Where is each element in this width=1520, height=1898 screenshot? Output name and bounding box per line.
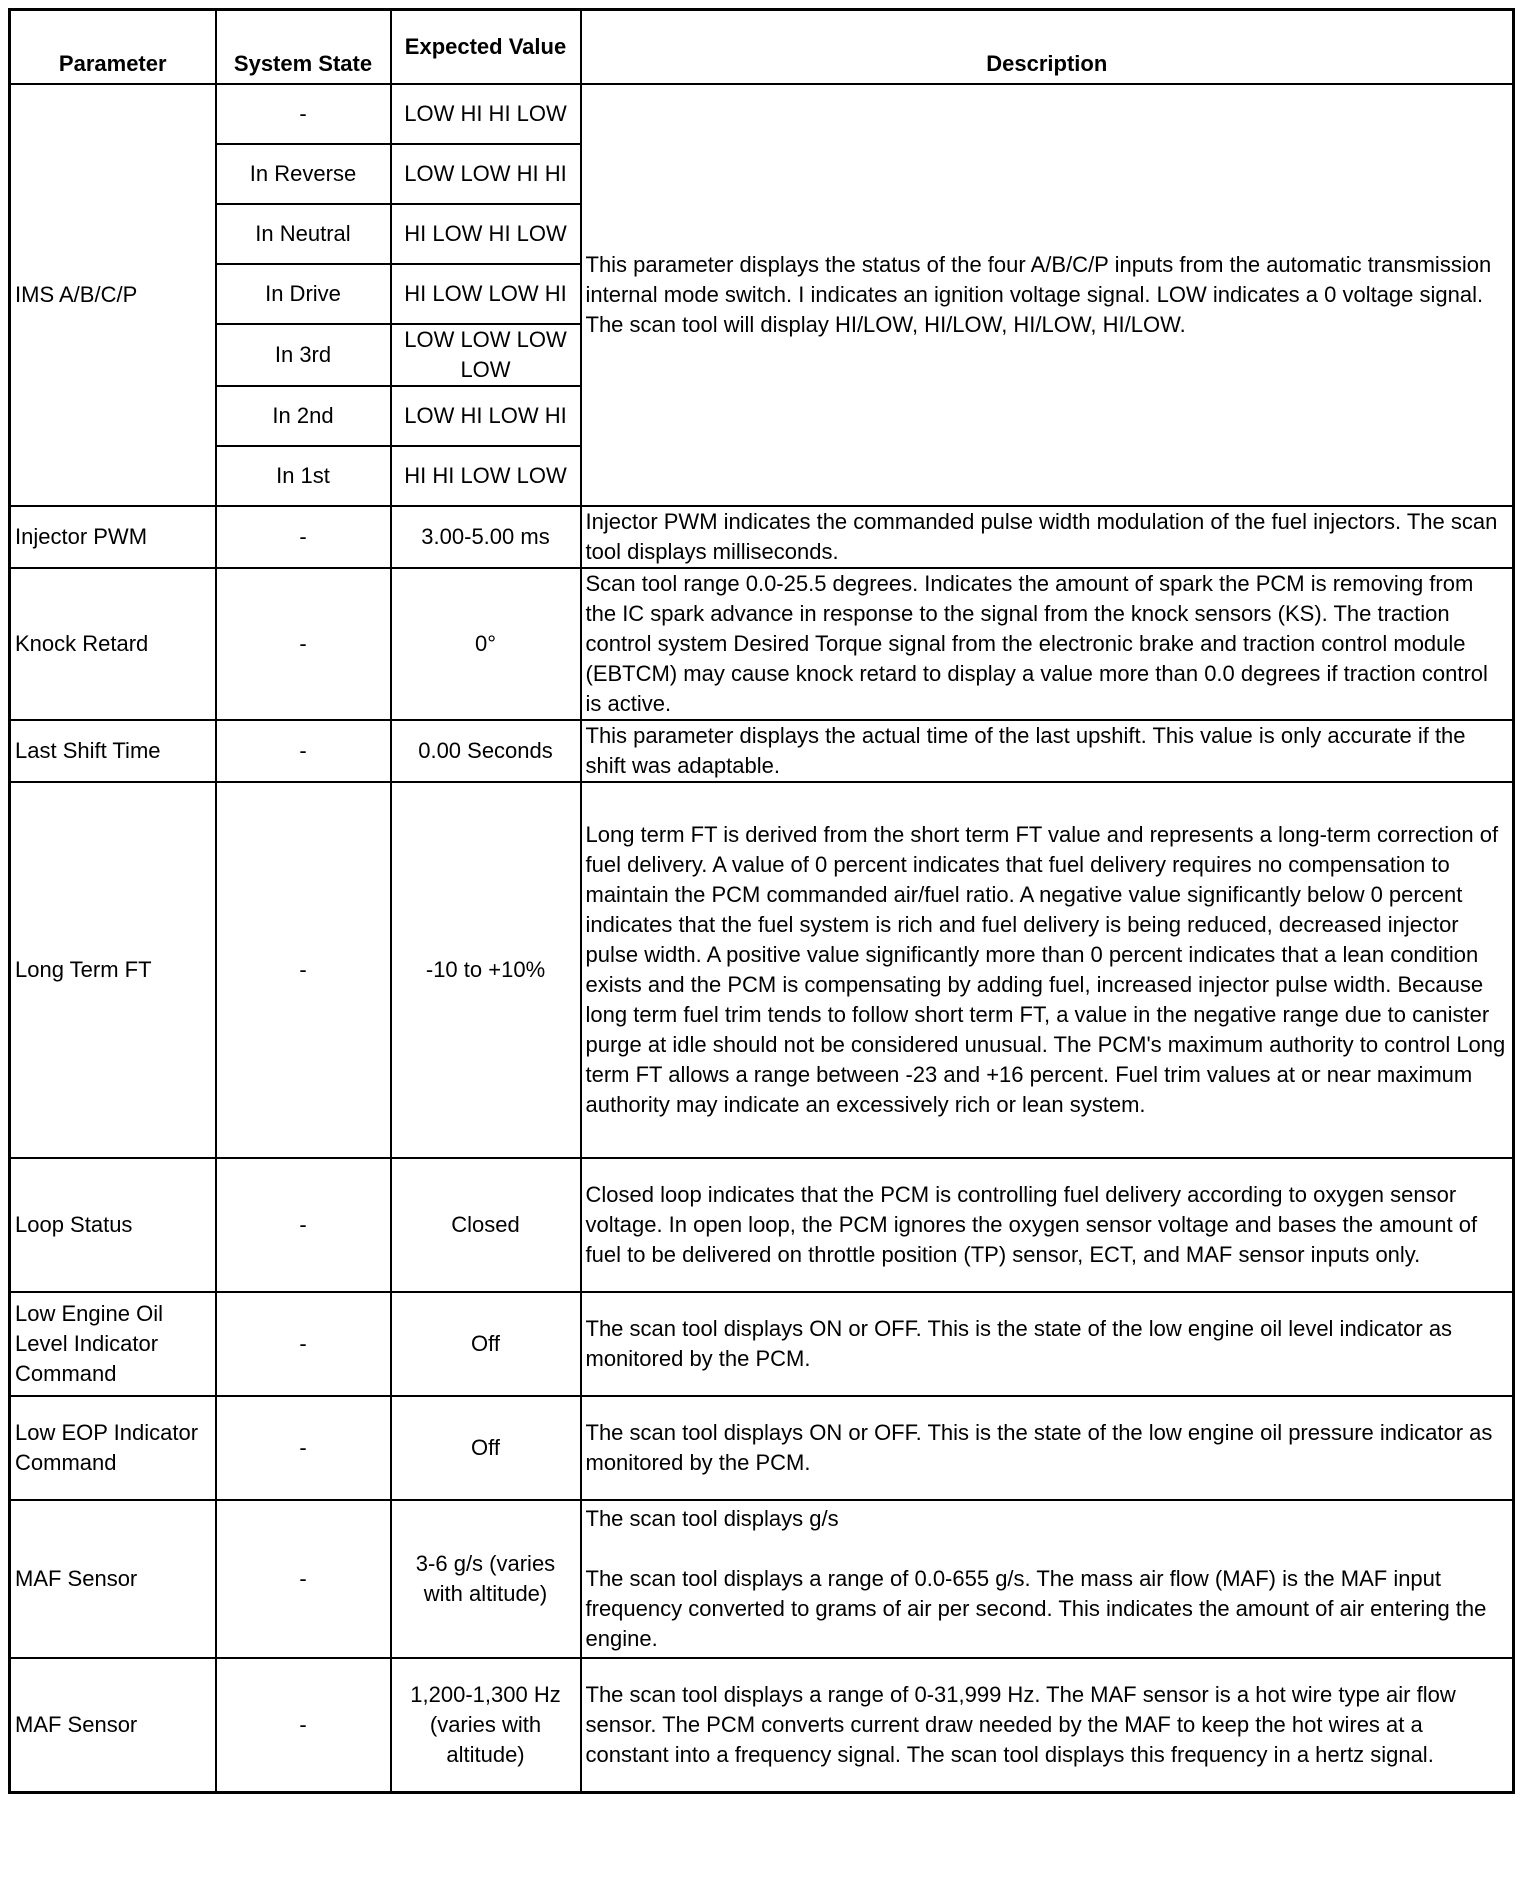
table-row [10,720,1514,782]
parameter-cell: IMS A/B/C/P [10,84,216,506]
state-cell: In 2nd [216,386,391,446]
value-cell: 3-6 g/s (varies with altitude) [391,1500,581,1658]
description-cell: Injector PWM indicates the commanded pulse width modulation of the fuel injectors. The scan tool displays milliseconds. [581,506,1514,568]
table-row [10,506,1514,568]
state-cell: - [216,568,391,720]
state-cell: - [216,1500,391,1658]
value-cell: Closed [391,1158,581,1292]
parameter-cell: Last Shift Time [10,720,216,782]
value-cell: LOW LOW LOW LOW [391,324,581,386]
header-description: Description [581,10,1514,85]
value-cell: 3.00-5.00 ms [391,506,581,568]
state-cell: - [216,1158,391,1292]
value-cell: 0.00 Seconds [391,720,581,782]
parameter-cell: Low EOP Indicator Command [10,1396,216,1500]
table-row [10,1396,1514,1500]
value-cell: -10 to +10% [391,782,581,1158]
parameter-cell: Long Term FT [10,782,216,1158]
state-cell: - [216,506,391,568]
table-row [10,1292,1514,1396]
parameter-cell: Injector PWM [10,506,216,568]
state-cell: In 1st [216,446,391,506]
parameter-cell: MAF Sensor [10,1658,216,1792]
description-cell: The scan tool displays ON or OFF. This is the state of the low engine oil level indicator as monitored by the PCM. [581,1292,1514,1396]
state-cell: - [216,782,391,1158]
parameter-cell: Loop Status [10,1158,216,1292]
parameter-table [8,8,1515,1794]
value-cell: HI LOW LOW HI [391,264,581,324]
state-cell: In 3rd [216,324,391,386]
description-cell [581,1500,1514,1658]
header-expected-value: Expected Value [391,10,581,85]
description-cell: Closed loop indicates that the PCM is controlling fuel delivery according to oxygen sensor voltage. In open loop, the PCM ignores the oxygen sensor voltage and bases the amount of fuel to be delivered on throttle position (TP) sensor, ECT, and MAF sensor inputs only. [581,1158,1514,1292]
document-page [8,8,1515,1794]
state-cell: In Reverse [216,144,391,204]
header-parameter: Parameter [10,10,216,85]
table-row [10,1658,1514,1792]
description-cell: Scan tool range 0.0-25.5 degrees. Indicates the amount of spark the PCM is removing from the IC spark advance in response to the signal from the knock sensors (KS). The traction control system Desired Torque signal from the electronic brake and traction control module (EBTCM) may cause knock retard to display a value more than 0.0 degrees if traction control is active. [581,568,1514,720]
parameter-cell: MAF Sensor [10,1500,216,1658]
description-cell: Long term FT is derived from the short term FT value and represents a long-term correction of fuel delivery. A value of 0 percent indicates that fuel delivery requires no compensation to maintain the PCM commanded air/fuel ratio. A negative value significantly below 0 percent indicates that the fuel system is rich and fuel delivery is being reduced, decreased injector pulse width. A positive value significantly more than 0 percent indicates that a lean condition exists and the PCM is compensating by adding fuel, increased injector pulse width. Because long term fuel trim tends to follow short term FT, a value in the negative range due to canister purge at idle should not be considered unusual. The PCM's maximum authority to control Long term FT allows a range between -23 and +16 percent. Fuel trim values at or near maximum authority may indicate an excessively rich or lean system. [581,782,1514,1158]
value-cell: LOW LOW HI HI [391,144,581,204]
value-cell: HI HI LOW LOW [391,446,581,506]
table-row [10,1158,1514,1292]
parameter-cell: Low Engine Oil Level Indicator Command [10,1292,216,1396]
description-cell: This parameter displays the actual time of the last upshift. This value is only accurate if the shift was adaptable. [581,720,1514,782]
description-cell: This parameter displays the status of the four A/B/C/P inputs from the automatic transmission internal mode switch. I indicates an ignition voltage signal. LOW indicates a 0 voltage signal. The scan tool will display HI/LOW, HI/LOW, HI/LOW, HI/LOW. [581,84,1514,506]
state-cell: In Drive [216,264,391,324]
state-cell: - [216,1396,391,1500]
value-cell: Off [391,1292,581,1396]
value-cell: LOW HI LOW HI [391,386,581,446]
table-row [10,782,1514,1158]
state-cell: - [216,1658,391,1792]
value-cell: HI LOW HI LOW [391,204,581,264]
value-cell: Off [391,1396,581,1500]
state-cell: - [216,1292,391,1396]
parameter-cell: Knock Retard [10,568,216,720]
description-cell: The scan tool displays ON or OFF. This is the state of the low engine oil pressure indicator as monitored by the PCM. [581,1396,1514,1500]
state-cell: - [216,720,391,782]
state-cell: In Neutral [216,204,391,264]
table-row [10,1500,1514,1658]
description-paragraph: The scan tool displays a range of 0.0-655 g/s. The mass air flow (MAF) is the MAF input frequency converted to grams of air per second. This indicates the amount of air entering the engine. [585,1566,1487,1651]
table-row [10,568,1514,720]
state-cell: - [216,84,391,144]
description-paragraph: The scan tool displays g/s [585,1506,839,1531]
header-system-state: System State [216,10,391,85]
header-row [10,10,1514,85]
value-cell: 1,200-1,300 Hz (varies with altitude) [391,1658,581,1792]
description-cell: The scan tool displays a range of 0-31,999 Hz. The MAF sensor is a hot wire type air flow sensor. The PCM converts current draw needed by the MAF to keep the hot wires at a constant into a frequency signal. The scan tool displays this frequency in a hertz signal. [581,1658,1514,1792]
value-cell: 0° [391,568,581,720]
value-cell: LOW HI HI LOW [391,84,581,144]
table-row [10,84,1514,144]
